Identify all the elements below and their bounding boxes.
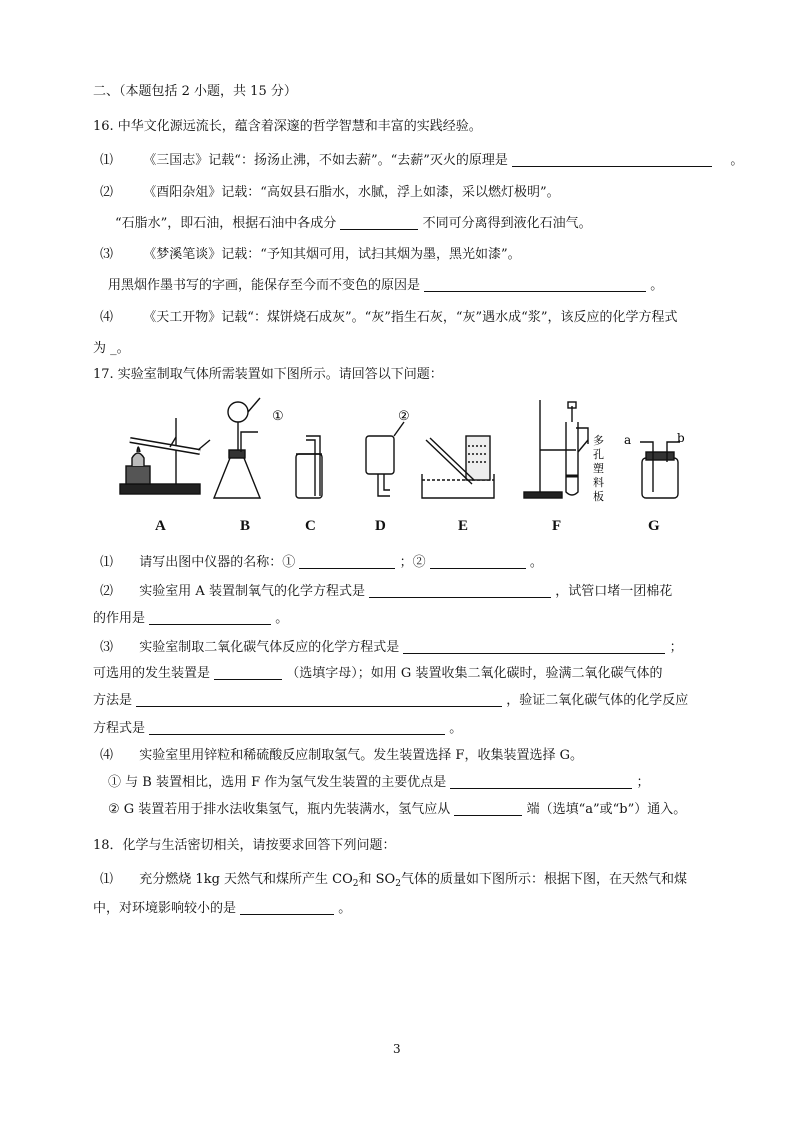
apparatus-g xyxy=(640,442,680,498)
q17-sub3-line3-end: ，验证二氧化碳气体的化学反应 xyxy=(506,693,689,708)
q17-sub4-advantage-blank[interactable] xyxy=(450,774,632,789)
q17-sub1-blank-2[interactable] xyxy=(430,554,526,569)
q18-part1-text-b: 和 SO xyxy=(358,872,396,887)
q17-sub4-number: ⑷ xyxy=(100,748,114,763)
page-number: 3 xyxy=(393,1042,401,1056)
q16-part1-text: 《三国志》记载“：扬汤止沸，不如去薪”。“去薪”灭火的原理是 xyxy=(143,153,508,168)
q16-part4-line2: 为 _。 xyxy=(93,341,130,356)
q17-sub1 xyxy=(100,554,543,572)
q17-sub3-line4-text: 方程式是 xyxy=(93,721,146,736)
q17-sub2-equation-blank[interactable] xyxy=(369,583,551,598)
q17-sub2-purpose-blank[interactable] xyxy=(149,610,271,625)
q17-sub2-line2 xyxy=(93,610,288,628)
q18-part1-number: ⑴ xyxy=(100,872,114,887)
label-g: G xyxy=(648,518,660,534)
q16-part3-text: 《梦溪笔谈》记载：“予知其烟可用，试扫其烟为墨，黑光如漆”。 xyxy=(143,247,521,262)
q17-sub4 xyxy=(100,747,583,765)
q17-sub2-line2-text: 的作用是 xyxy=(93,611,146,626)
apparatus-e xyxy=(422,436,494,498)
plate-label-5: 板 xyxy=(593,490,604,503)
q17-sub2-number: ⑵ xyxy=(100,584,114,599)
q16-part2-line2 xyxy=(115,215,592,233)
q18-part1-sub-2: 2 xyxy=(395,879,401,889)
q17-sub3-line3-text: 方法是 xyxy=(93,693,133,708)
q17-sub1-text: 请写出图中仪器的名称：① xyxy=(139,555,296,570)
q16-part1-end: 。 xyxy=(730,153,744,168)
q16-part4 xyxy=(100,309,677,327)
q17-sub4-part2-end: 端（选填“a”或“b”）通入。 xyxy=(526,802,687,817)
q17-sub4-part2 xyxy=(108,801,686,819)
label-a: A xyxy=(155,518,166,534)
q16-part2-number: ⑵ xyxy=(100,185,114,200)
q18-stem: 18．化学与生活密切相关，请按要求回答下列问题： xyxy=(93,838,396,853)
q16-part4-text: 《天工开物》记载“：煤饼烧石成灰”。“灰”指生石灰，“灰”遇水成“浆”，该反应的化学方程式 xyxy=(143,310,678,325)
q17-sub1-end: 。 xyxy=(529,555,543,570)
label-b: B xyxy=(240,518,251,534)
plate-label-2: 孔 xyxy=(593,448,604,461)
q16-part4-number: ⑷ xyxy=(100,310,114,325)
marker-1: ① xyxy=(272,409,284,424)
apparatus-c xyxy=(296,436,322,498)
q17-sub2 xyxy=(100,583,672,601)
q17-sub3-device-blank[interactable] xyxy=(214,665,282,680)
q16-part2-line2-end: 不同可分离得到液化石油气。 xyxy=(422,216,592,231)
label-c: C xyxy=(305,518,316,534)
q16-part1-answer-blank[interactable] xyxy=(512,152,712,167)
apparatus-d xyxy=(366,422,404,496)
q17-sub4-part1-text: ① 与 B 装置相比，选用 F 作为氢气发生装置的主要优点是 xyxy=(108,775,447,790)
apparatus-a xyxy=(120,418,210,494)
apparatus-b xyxy=(214,398,260,498)
label-f: F xyxy=(552,518,562,534)
q16-stem: 16. 中华文化源远流长，蕴含着深邃的哲学智慧和丰富的实践经验。 xyxy=(93,119,482,134)
q17-sub3-method-blank[interactable] xyxy=(136,692,502,707)
q17-sub4-part1-end: ； xyxy=(636,775,650,790)
q17-sub3-line3 xyxy=(93,692,688,710)
q17-sub3-verify-blank[interactable] xyxy=(149,720,445,735)
q17-sub1-blank-1[interactable] xyxy=(299,554,395,569)
marker-2: ② xyxy=(398,409,410,424)
q17-sub3-text: 实验室制取二氧化碳气体反应的化学方程式是 xyxy=(139,640,400,655)
q18-part1-line2 xyxy=(93,900,351,918)
q17-sub4-text: 实验室里用锌粒和稀硫酸反应制取氢气。发生装置选择 F，收集装置选择 G。 xyxy=(139,748,583,763)
q18-part1-text-a: 充分燃烧 1kg 天然气和煤所产生 CO xyxy=(139,872,353,887)
q18-part1-sub-1: 2 xyxy=(352,879,359,889)
q16-part3-line2-end: 。 xyxy=(650,278,664,293)
q16-part3-answer-blank[interactable] xyxy=(424,277,646,292)
label-e: E xyxy=(458,518,469,534)
q16-part2 xyxy=(100,184,560,202)
q18-part1-text-c: 气体的质量如下图所示：根据下图，在天然气和煤 xyxy=(400,872,687,887)
plate-label-1: 多 xyxy=(593,434,604,447)
q17-sub2-line2-end: 。 xyxy=(275,611,289,626)
apparatus-f xyxy=(524,400,588,498)
q16-part2-answer-blank[interactable] xyxy=(340,215,418,230)
q16-part1-number: ⑴ xyxy=(100,153,114,168)
q17-sub3 xyxy=(100,639,683,657)
port-a-label: a xyxy=(624,433,632,447)
q18-part1 xyxy=(100,871,687,893)
q17-sub4-part2-text: ② G 装置若用于排水法收集氢气，瓶内先装满水，氢气应从 xyxy=(108,802,451,817)
q17-sub3-line2-text: 可选用的发生装置是 xyxy=(93,666,211,681)
q18-part1-line2-end: 。 xyxy=(338,901,352,916)
q17-sub3-line4-end: 。 xyxy=(449,721,463,736)
q17-sub3-number: ⑶ xyxy=(100,640,114,655)
q17-stem: 17. 实验室制取气体所需装置如下图所示。请回答以下问题： xyxy=(93,367,443,382)
section-header: 二、（本题包括 2 小题，共 15 分） xyxy=(93,84,297,99)
label-d: D xyxy=(375,518,386,534)
plate-label-4: 料 xyxy=(593,476,604,489)
q16-part3-line2 xyxy=(108,277,663,295)
q17-sub4-part1 xyxy=(108,774,650,792)
plate-label-3: 塑 xyxy=(593,462,604,475)
q16-part3-line2-text: 用黑烟作墨书写的字画，能保存至今而不变色的原因是 xyxy=(108,278,421,293)
q16-part2-line2-text: “石脂水”，即石油，根据石油中各成分 xyxy=(115,216,337,231)
apparatus-figure xyxy=(110,392,710,537)
q17-sub1-number: ⑴ xyxy=(100,555,114,570)
q17-sub2-end: ，试管口堵一团棉花 xyxy=(555,584,673,599)
q16-part1 xyxy=(100,152,743,170)
q17-sub2-text: 实验室用 A 装置制氧气的化学方程式是 xyxy=(139,584,365,599)
q17-sub3-line4 xyxy=(93,720,462,738)
q16-part2-text: 《酉阳杂俎》记载：“高奴县石脂水，水腻，浮上如漆，采以燃灯极明”。 xyxy=(143,185,560,200)
q17-sub3-line2 xyxy=(93,665,662,683)
port-b-label: b xyxy=(677,431,685,445)
q17-sub3-line2-mid: （选填字母）；如用 G 装置收集二氧化碳时，验满二氧化碳气体的 xyxy=(286,666,663,681)
q16-part3-number: ⑶ xyxy=(100,247,114,262)
q17-sub3-equation-blank[interactable] xyxy=(403,639,665,654)
q18-part1-answer-blank[interactable] xyxy=(240,900,334,915)
q17-sub4-port-blank[interactable] xyxy=(454,801,522,816)
q17-sub1-mid: ；② xyxy=(399,555,426,570)
q17-sub3-end: ； xyxy=(669,640,683,655)
q18-part1-line2-text: 中，对环境影响较小的是 xyxy=(93,901,237,916)
q16-part3 xyxy=(100,246,521,264)
